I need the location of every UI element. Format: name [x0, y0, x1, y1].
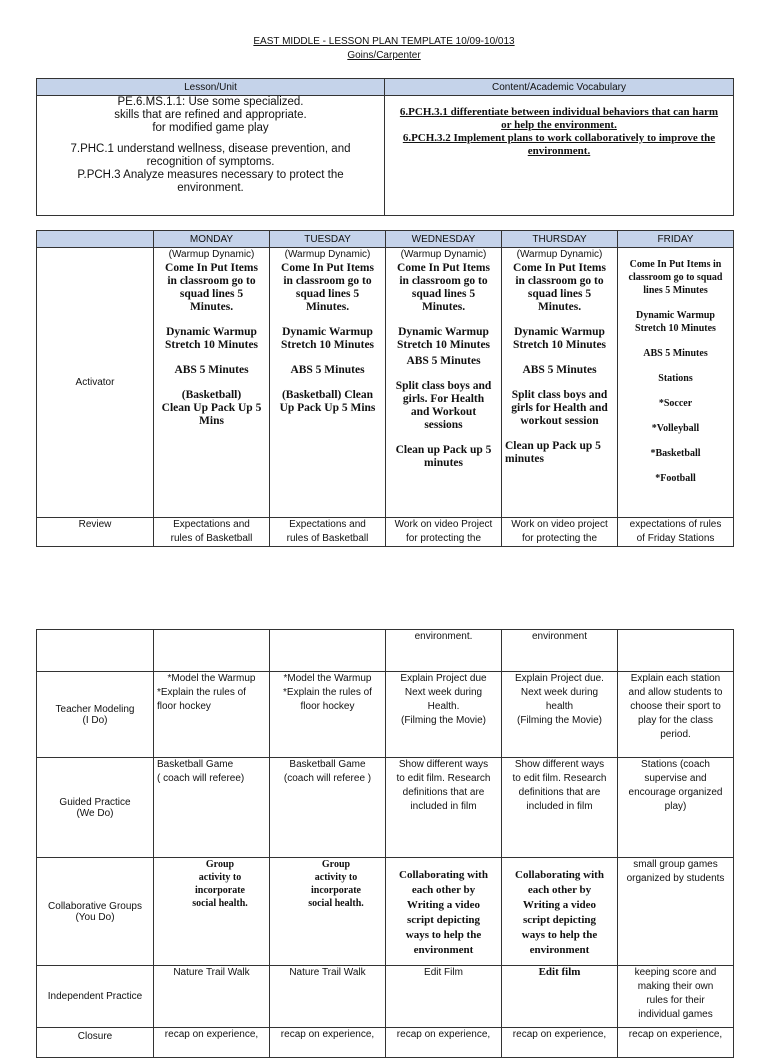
closure-row — [37, 1028, 734, 1058]
closure-cell-friday: recap on experience, — [618, 1028, 734, 1058]
activator-cell-friday: Come In Put Items in classroom go to squad lines 5 Minutes Dynamic Warmup Stretch 10 Minutes ABS 5 Minutes Stations *Soccer *Volleyball *Basketball *Football — [618, 248, 734, 518]
row-label-review: Review — [37, 518, 154, 547]
collaborative-cell-friday: small group games organized by students — [618, 858, 734, 966]
review-cell-wednesday: Work on video Project for protecting the — [386, 518, 502, 547]
closure-cell-tuesday: recap on experience, — [270, 1028, 386, 1058]
continued-cell-friday — [618, 630, 734, 672]
collaborative-cell-tuesday: Group activity to incorporate social health. — [270, 858, 386, 966]
row-label-independent-practice: Independent Practice — [37, 966, 154, 1028]
closure-cell-monday: recap on experience, — [154, 1028, 270, 1058]
activator-cell-thursday: (Warmup Dynamic) Come In Put Items in classroom go to squad lines 5 Minutes. Dynamic Warmup Stretch 10 Minutes ABS 5 Minutes Split class boys and girls for Health and workout session Clean up Pack up 5 minutes — [502, 248, 618, 518]
corner-header — [37, 231, 154, 248]
vocabulary-header: Content/Academic Vocabulary — [385, 79, 734, 96]
day-header-friday: FRIDAY — [618, 231, 734, 248]
activator-cell-monday: (Warmup Dynamic) Come In Put Items in classroom go to squad lines 5 Minutes. Dynamic Warmup Stretch 10 Minutes ABS 5 Minutes (Basketball) Clean Up Pack Up 5 Mins — [154, 248, 270, 518]
review-cell-friday: expectations of rules of Friday Stations — [618, 518, 734, 547]
review-cell-tuesday: Expectations and rules of Basketball — [270, 518, 386, 547]
activator-row — [37, 248, 734, 518]
teacher-modeling-cell-tuesday: *Model the Warmup *Explain the rules of floor hockey — [270, 672, 386, 758]
teacher-modeling-cell-monday: *Model the Warmup *Explain the rules of floor hockey — [154, 672, 270, 758]
document-title: EAST MIDDLE - LESSON PLAN TEMPLATE 10/09-10/013 — [253, 36, 515, 47]
lesson-unit-cell: PE.6.MS.1.1: Use some specialized. skills that are refined and appropriate. for modified game play 7.PHC.1 understand wellness, disease prevention, and recognition of symptoms. P.PCH.3 Analyze measures necessary to protect the environment. — [37, 96, 385, 216]
row-label-guided-practice: Guided Practice (We Do) — [37, 758, 154, 858]
teacher-modeling-cell-friday: Explain each station and allow students to choose their sport to play for the class period. — [618, 672, 734, 758]
continued-cell-thursday: environment — [502, 630, 618, 672]
collaborative-cell-thursday: Collaborating with each other by Writing a video script depicting ways to help the environment — [502, 858, 618, 966]
continued-cell-monday — [154, 630, 270, 672]
continued-row — [37, 630, 734, 672]
vocabulary-cell: 6.PCH.3.1 differentiate between individual behaviors that can harm or help the environment. 6.PCH.3.2 Implement plans to work collaboratively to improve the environment. — [385, 96, 734, 216]
standards-table — [36, 78, 734, 216]
independent-cell-monday: Nature Trail Walk — [154, 966, 270, 1028]
guided-practice-cell-wednesday: Show different ways to edit film. Research definitions that are included in film — [386, 758, 502, 858]
guided-practice-cell-tuesday: Basketball Game (coach will referee ) — [270, 758, 386, 858]
independent-cell-wednesday: Edit Film — [386, 966, 502, 1028]
teacher-names: Goins/Carpenter — [347, 50, 421, 61]
continued-cell-tuesday — [270, 630, 386, 672]
independent-cell-friday: keeping score and making their own rules for their individual games — [618, 966, 734, 1028]
collaborative-cell-monday: Group activity to incorporate social health. — [154, 858, 270, 966]
guided-practice-cell-monday: Basketball Game ( coach will referee) — [154, 758, 270, 858]
row-label-teacher-modeling: Teacher Modeling (I Do) — [37, 672, 154, 758]
weekly-plan-table-part1 — [36, 230, 734, 547]
day-header-monday: MONDAY — [154, 231, 270, 248]
collaborative-groups-row — [37, 858, 734, 966]
continued-cell-wednesday: environment. — [386, 630, 502, 672]
activator-cell-tuesday: (Warmup Dynamic) Come In Put Items in classroom go to squad lines 5 Minutes. Dynamic Warmup Stretch 10 Minutes ABS 5 Minutes (Basketball) Clean Up Pack Up 5 Mins — [270, 248, 386, 518]
teacher-modeling-cell-wednesday: Explain Project due Next week during Health. (Filming the Movie) — [386, 672, 502, 758]
activator-cell-wednesday: (Warmup Dynamic) Come In Put Items in classroom go to squad lines 5 Minutes. Dynamic Warmup Stretch 10 Minutes ABS 5 Minutes Split class boys and girls. For Health and Workout sessions Clean up Pack up 5 minutes — [386, 248, 502, 518]
independent-practice-row — [37, 966, 734, 1028]
guided-practice-row — [37, 758, 734, 858]
closure-cell-wednesday: recap on experience, — [386, 1028, 502, 1058]
weekly-plan-table-part2 — [36, 629, 734, 1058]
guided-practice-cell-thursday: Show different ways to edit film. Research definitions that are included in film — [502, 758, 618, 858]
day-header-wednesday: WEDNESDAY — [386, 231, 502, 248]
continued-label-cell — [37, 630, 154, 672]
independent-cell-tuesday: Nature Trail Walk — [270, 966, 386, 1028]
teacher-modeling-cell-thursday: Explain Project due. Next week during health (Filming the Movie) — [502, 672, 618, 758]
closure-cell-thursday: recap on experience, — [502, 1028, 618, 1058]
review-cell-monday: Expectations and rules of Basketball — [154, 518, 270, 547]
row-label-activator: Activator — [37, 248, 154, 518]
collaborative-cell-wednesday: Collaborating with each other by Writing a video script depicting ways to help the environment — [386, 858, 502, 966]
review-row — [37, 518, 734, 547]
row-label-collaborative-groups: Collaborative Groups (You Do) — [37, 858, 154, 966]
row-label-closure: Closure — [37, 1028, 154, 1058]
guided-practice-cell-friday: Stations (coach supervise and encourage organized play) — [618, 758, 734, 858]
day-header-tuesday: TUESDAY — [270, 231, 386, 248]
review-cell-thursday: Work on video project for protecting the — [502, 518, 618, 547]
independent-cell-thursday: Edit film — [502, 966, 618, 1028]
teacher-modeling-row — [37, 672, 734, 758]
day-header-thursday: THURSDAY — [502, 231, 618, 248]
lesson-unit-header: Lesson/Unit — [37, 79, 385, 96]
